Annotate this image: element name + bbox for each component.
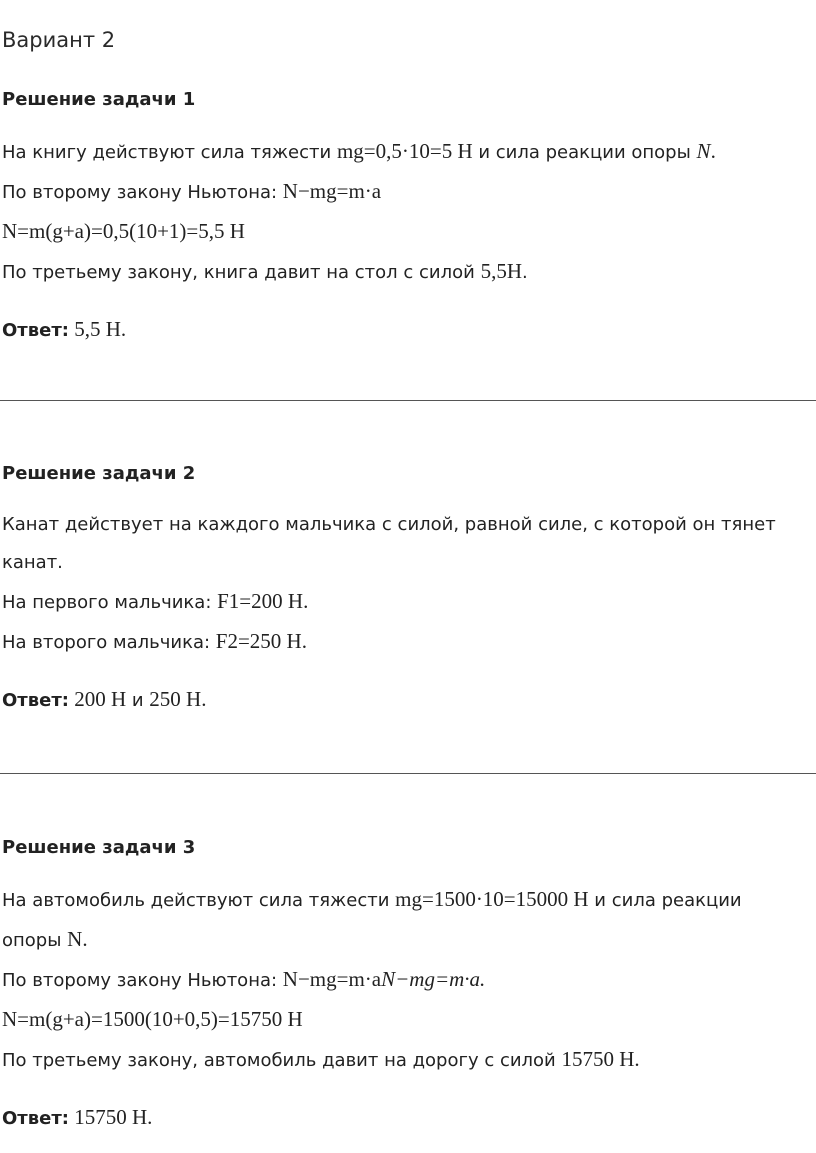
task2-line2-text: На первого мальчика:	[2, 592, 218, 613]
task3-line2-text: По второму закону Ньютона:	[2, 970, 283, 991]
task1-line4-text: По третьему закону, книга давит на стол с силой	[2, 262, 481, 283]
task3-line1-math-b: N.	[67, 927, 88, 951]
task2-line2-math: F1=200 Н.	[217, 589, 309, 613]
task3-line4	[2, 1040, 814, 1080]
task1-answer	[2, 310, 814, 350]
task1-line1-end: .	[710, 139, 716, 163]
task2-line3	[2, 622, 814, 662]
task3-answer-label: Ответ:	[2, 1108, 69, 1129]
task1-line4	[2, 252, 814, 292]
variant-title: Вариант 2	[2, 28, 116, 52]
task1-answer-value: 5,5 Н.	[68, 317, 127, 341]
task3-line4-text: По третьему закону, автомобиль давит на дорогу с силой	[2, 1050, 562, 1071]
task2-answer-value-a: 200 Н	[68, 687, 127, 711]
task3-line3	[2, 1000, 814, 1040]
task3-line4-math: 15750 Н.	[561, 1047, 640, 1071]
task2-line3-math: F2=250 Н.	[215, 629, 307, 653]
task3-line2-math-i: N−mg=m·a.	[381, 967, 486, 991]
task3-line3-math: N=m(g+a)=1500(10+0,5)=15750 Н	[2, 1007, 303, 1031]
task1-line1-math-b: N	[696, 139, 711, 163]
task1-heading: Решение задачи 1	[2, 89, 196, 110]
divider-1	[0, 400, 816, 401]
divider-2	[0, 773, 816, 774]
task1-line1	[2, 132, 814, 172]
task2-answer	[2, 680, 814, 720]
task3-heading: Решение задачи 3	[2, 837, 196, 858]
task3-line2-math: N−mg=m·a	[282, 967, 382, 991]
task1-line1-text-b: и сила реакции опоры	[472, 142, 697, 163]
task1-line4-math: 5,5Н	[480, 259, 522, 283]
task1-answer-label: Ответ:	[2, 320, 69, 341]
task3-line1-text-b: и сила реакции опоры	[2, 890, 742, 951]
task2-line3-text: На второго мальчика:	[2, 632, 216, 653]
task2-answer-label: Ответ:	[2, 690, 69, 711]
task2-section	[2, 462, 814, 720]
task2-heading: Решение задачи 2	[2, 463, 196, 484]
task3-line1-math: mg=1500·10=15000 Н	[395, 887, 589, 911]
task1-section	[2, 88, 814, 350]
task2-answer-and: и	[126, 690, 150, 711]
task3-answer	[2, 1098, 814, 1138]
task3-line1-text-a: На автомобиль действуют сила тяжести	[2, 890, 396, 911]
task1-line3-math: N=m(g+a)=0,5(10+1)=5,5 Н	[2, 219, 245, 243]
task1-line2	[2, 172, 814, 212]
task3-line1	[2, 880, 792, 960]
task2-line2	[2, 582, 814, 622]
task3-section	[2, 836, 814, 1138]
task1-line1-text-a: На книгу действуют сила тяжести	[2, 142, 337, 163]
task3-line2	[2, 960, 814, 1000]
task1-line2-text: По второму закону Ньютона:	[2, 182, 283, 203]
task3-answer-value: 15750 Н.	[68, 1105, 153, 1129]
task2-answer-value-b: 250 Н.	[149, 687, 207, 711]
task1-line4-end: .	[521, 262, 528, 283]
task1-line3	[2, 212, 814, 252]
task2-line1: Канат действует на каждого мальчика с силой, равной силе, с которой он тянет канат.	[2, 514, 776, 573]
task1-line1-math-a: mg=0,5·10=5 Н	[336, 139, 473, 163]
task1-line2-math: N−mg=m·a	[282, 179, 382, 203]
